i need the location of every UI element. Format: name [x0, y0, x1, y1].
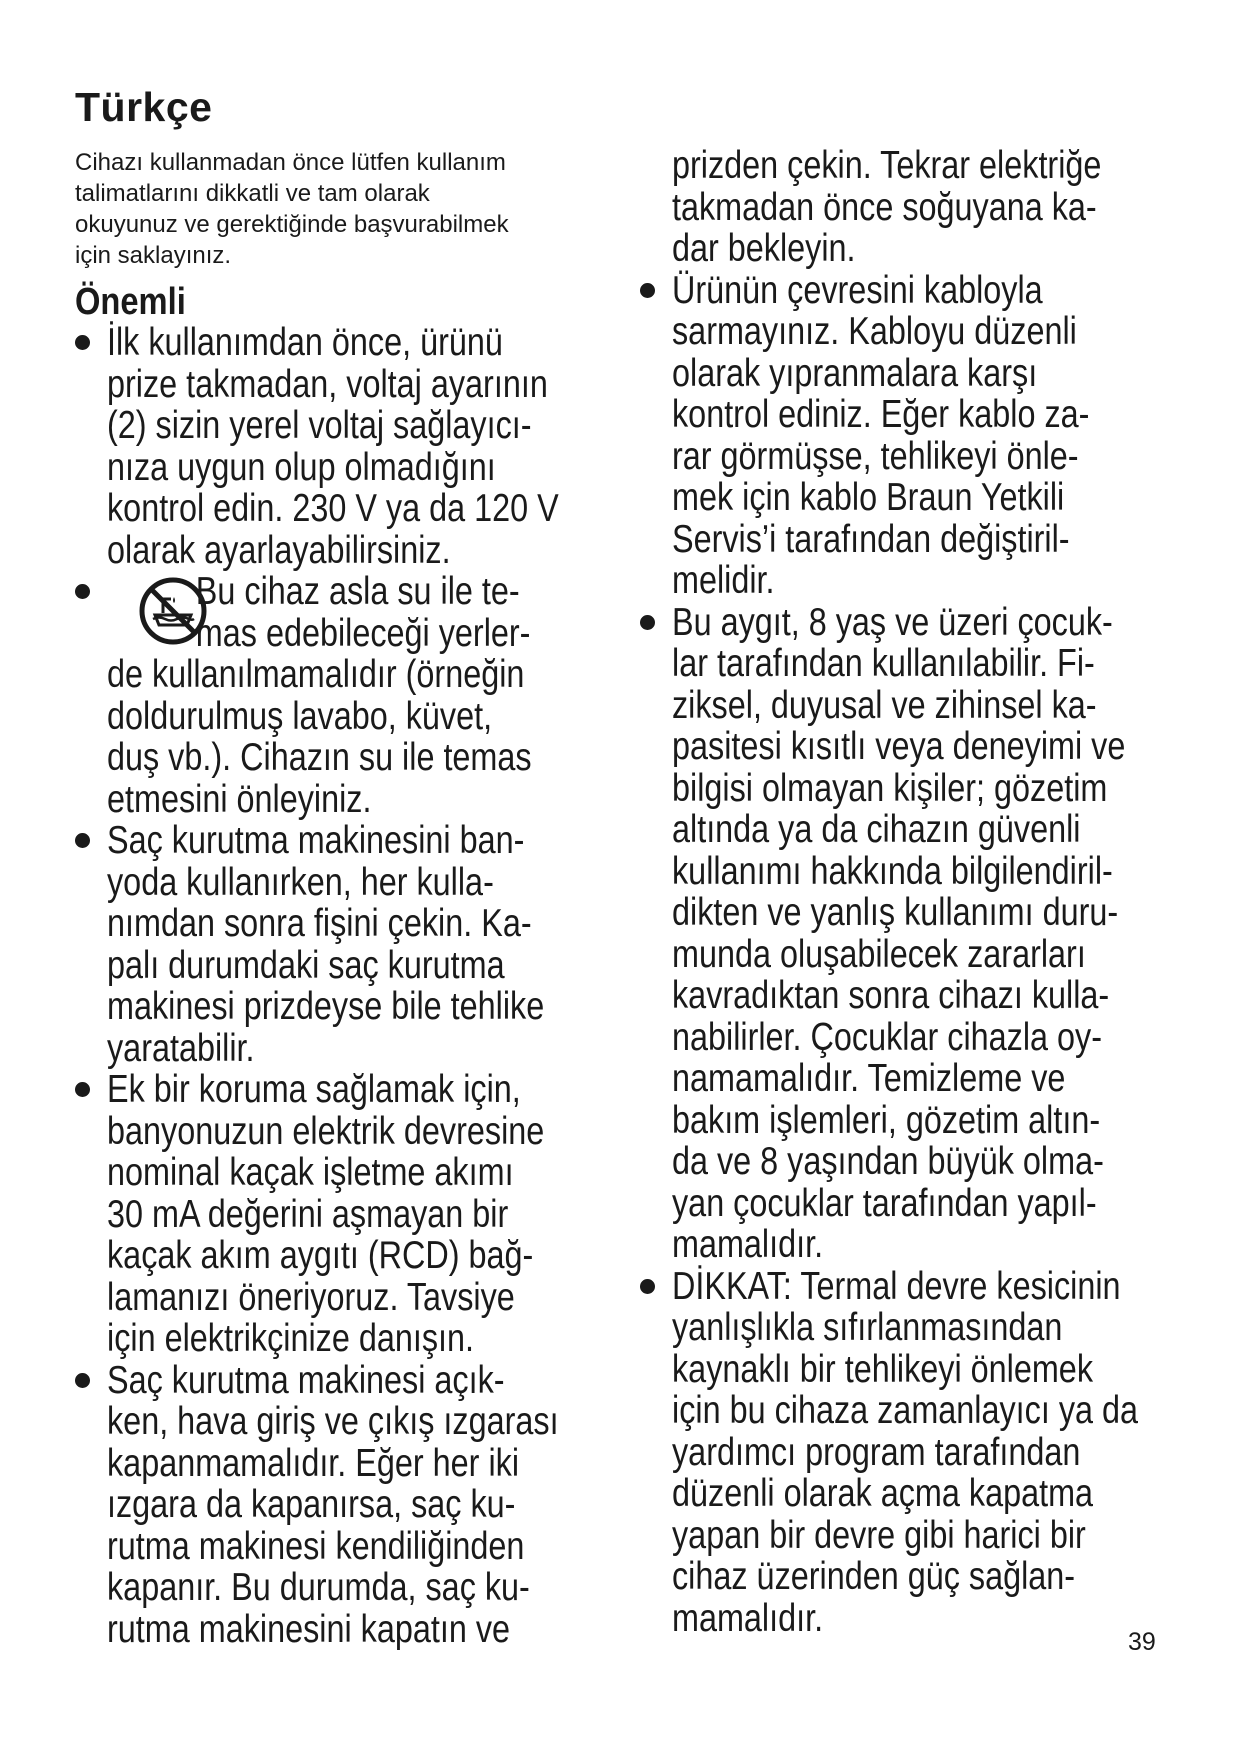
text-line: nıza uygun olup olmadığını	[107, 445, 496, 489]
bullet-dot	[75, 335, 90, 350]
text-line: prize takmadan, voltaj ayarının	[107, 362, 548, 406]
right-bullet-list	[640, 145, 1233, 1639]
text-line: rutma makinesi kendiliğinden	[107, 1524, 525, 1568]
text-line: ziksel, duyusal ve zihinsel ka-	[672, 683, 1097, 727]
text-line: da ve 8 yaşından büyük olma-	[672, 1140, 1104, 1183]
text-line: düzenli olarak açma kapatma	[672, 1472, 1094, 1515]
list-item-air-grille	[75, 1360, 651, 1651]
text-line: de kullanılmamalıdır (örneğin	[107, 653, 525, 696]
text-line: dar bekleyin.	[672, 227, 856, 270]
list-item-thermal-cutout	[640, 1266, 1233, 1640]
text-line: kontrol ediniz. Eğer kablo za-	[672, 393, 1090, 436]
text-line: kaçak akım aygıtı (RCD) bağ-	[107, 1234, 534, 1277]
intro-paragraph	[75, 147, 615, 271]
text-line: nımdan sonra fişini çekin. Ka-	[107, 902, 532, 945]
text-line: mek için kablo Braun Yetkili	[672, 476, 1065, 519]
list-item-water-warning	[75, 571, 651, 820]
intro-line: talimatlarını dikkatli ve tam olarak	[75, 180, 430, 207]
text-line: kapanır. Bu durumda, saç ku-	[107, 1566, 530, 1609]
text-line: Servis’i tarafından değiştiril-	[672, 517, 1070, 561]
text-line: pasitesi kısıtlı veya deneyimi ve	[672, 725, 1126, 768]
text-line: DİKKAT: Termal devre kesicinin	[672, 1264, 1121, 1308]
intro-line: Cihazı kullanmadan önce lütfen kullanım	[75, 149, 506, 176]
bullet-dot	[640, 283, 655, 298]
text-line: rar görmüşse, tehlikeyi önle-	[672, 434, 1079, 478]
text-line: cihaz üzerinden güç sağlan-	[672, 1555, 1076, 1598]
text-line: melidir.	[672, 559, 775, 602]
bullet-dot	[75, 584, 90, 599]
icon-row	[107, 571, 651, 654]
text-line: bilgisi olmayan kişiler; gözetim	[672, 766, 1108, 810]
list-item-rcd	[75, 1069, 651, 1360]
text-line: yanlışlıkla sıfırlanmasından	[672, 1306, 1063, 1349]
text-line: kaynaklı bir tehlikeyi önlemek	[672, 1347, 1094, 1391]
text-line: mamalıdır.	[672, 1223, 824, 1266]
text-line: lar tarafından kullanılabilir. Fi-	[672, 642, 1095, 685]
text-line: kapanmamalıdır. Eğer her iki	[107, 1441, 520, 1485]
text-line: mas edebileceği yerler-	[195, 611, 531, 655]
text-line: Saç kurutma makinesini ban-	[107, 819, 525, 862]
intro-line: okuyunuz ve gerektiğinde başvurabilmek	[75, 211, 509, 238]
text-line: Saç kurutma makinesi açık-	[107, 1358, 505, 1402]
text-line: Bu cihaz asla su ile te-	[195, 570, 520, 613]
text-line: sarmayınız. Kabloyu düzenli	[672, 310, 1077, 353]
text-line: ızgara da kapanırsa, saç ku-	[107, 1483, 516, 1526]
text-line: dikten ve yanlış kullanımı duru-	[672, 891, 1119, 934]
list-item-continuation	[640, 145, 1233, 270]
text-line: rutma makinesini kapatın ve	[107, 1607, 511, 1651]
text-line: Ek bir koruma sağlamak için,	[107, 1068, 521, 1111]
text-line: mamalıdır.	[672, 1596, 824, 1640]
text-line: banyonuzun elektrik devresine	[107, 1109, 545, 1153]
text-line: prizden çekin. Tekrar elektriğe	[672, 144, 1102, 187]
text-line: Ürünün çevresini kabloyla	[672, 268, 1043, 312]
text-line: duş vb.). Cihazın su ile temas	[107, 736, 532, 779]
text-line: yan çocuklar tarafından yapıl-	[672, 1181, 1097, 1225]
text-line: makinesi prizdeyse bile tehlike	[107, 985, 545, 1028]
text-line: (2) sizin yerel voltaj sağlayıcı-	[107, 404, 532, 447]
text-line: namamalıdır. Temizleme ve	[672, 1057, 1066, 1100]
text-line: Bu aygıt, 8 yaş ve üzeri çocuk-	[672, 600, 1113, 644]
text-line: altında ya da cihazın güvenli	[672, 808, 1081, 851]
bullet-dot	[640, 615, 655, 630]
text-line: bakım işlemleri, gözetim altın-	[672, 1098, 1101, 1142]
text-line: takmadan önce soğuyana ka-	[672, 185, 1097, 229]
text-line: yardımcı program tarafından	[672, 1430, 1081, 1474]
list-item-voltage	[75, 322, 651, 571]
section-heading: Önemli	[75, 281, 186, 323]
bullet-dot	[640, 1279, 655, 1294]
bullet-dot	[75, 1082, 90, 1097]
text-line: doldurulmuş lavabo, küvet,	[107, 694, 493, 738]
page-number: 39	[1128, 1628, 1156, 1656]
text-line: İlk kullanımdan önce, ürünü	[107, 321, 503, 364]
intro-line: için saklayınız.	[75, 242, 232, 269]
text-line: lamanızı öneriyoruz. Tavsiye	[107, 1275, 515, 1319]
text-line: olarak yıpranmalara karşı	[672, 351, 1038, 395]
text-line: etmesini önleyiniz.	[107, 777, 372, 821]
bullet-dot	[75, 1373, 90, 1388]
text-line: palı durumdaki saç kurutma	[107, 943, 505, 987]
text-line: için bu cihaza zamanlayıcı ya da	[672, 1389, 1139, 1432]
text-line: kavradıktan sonra cihazı kulla-	[672, 974, 1110, 1017]
text-line: munda oluşabilecek zararları	[672, 932, 1086, 976]
text-line: 30 mA değerini aşmayan bir	[107, 1192, 509, 1236]
text-line: kullanımı hakkında bilgilendiril-	[672, 849, 1113, 893]
list-item-cable	[640, 270, 1233, 602]
text-line: ken, hava giriş ve çıkış ızgarası	[107, 1400, 559, 1443]
text-line: yaratabilir.	[107, 1026, 255, 1070]
text-line: nominal kaçak işletme akımı	[107, 1151, 514, 1194]
text-line: yapan bir devre gibi harici bir	[672, 1513, 1086, 1557]
text-line: yoda kullanırken, her kulla-	[107, 860, 494, 904]
list-item-children	[640, 602, 1233, 1266]
text-line: olarak ayarlayabilirsiniz.	[107, 528, 451, 572]
page-heading: Türkçe	[75, 84, 213, 130]
text-line: nabilirler. Çocuklar cihazla oy-	[672, 1015, 1102, 1059]
left-bullet-list	[75, 322, 651, 1650]
text-line: kontrol edin. 230 V ya da 120 V	[107, 487, 559, 530]
text-line: için elektrikçinize danışın.	[107, 1317, 475, 1360]
list-item-bathroom	[75, 820, 651, 1069]
bullet-dot	[75, 833, 90, 848]
